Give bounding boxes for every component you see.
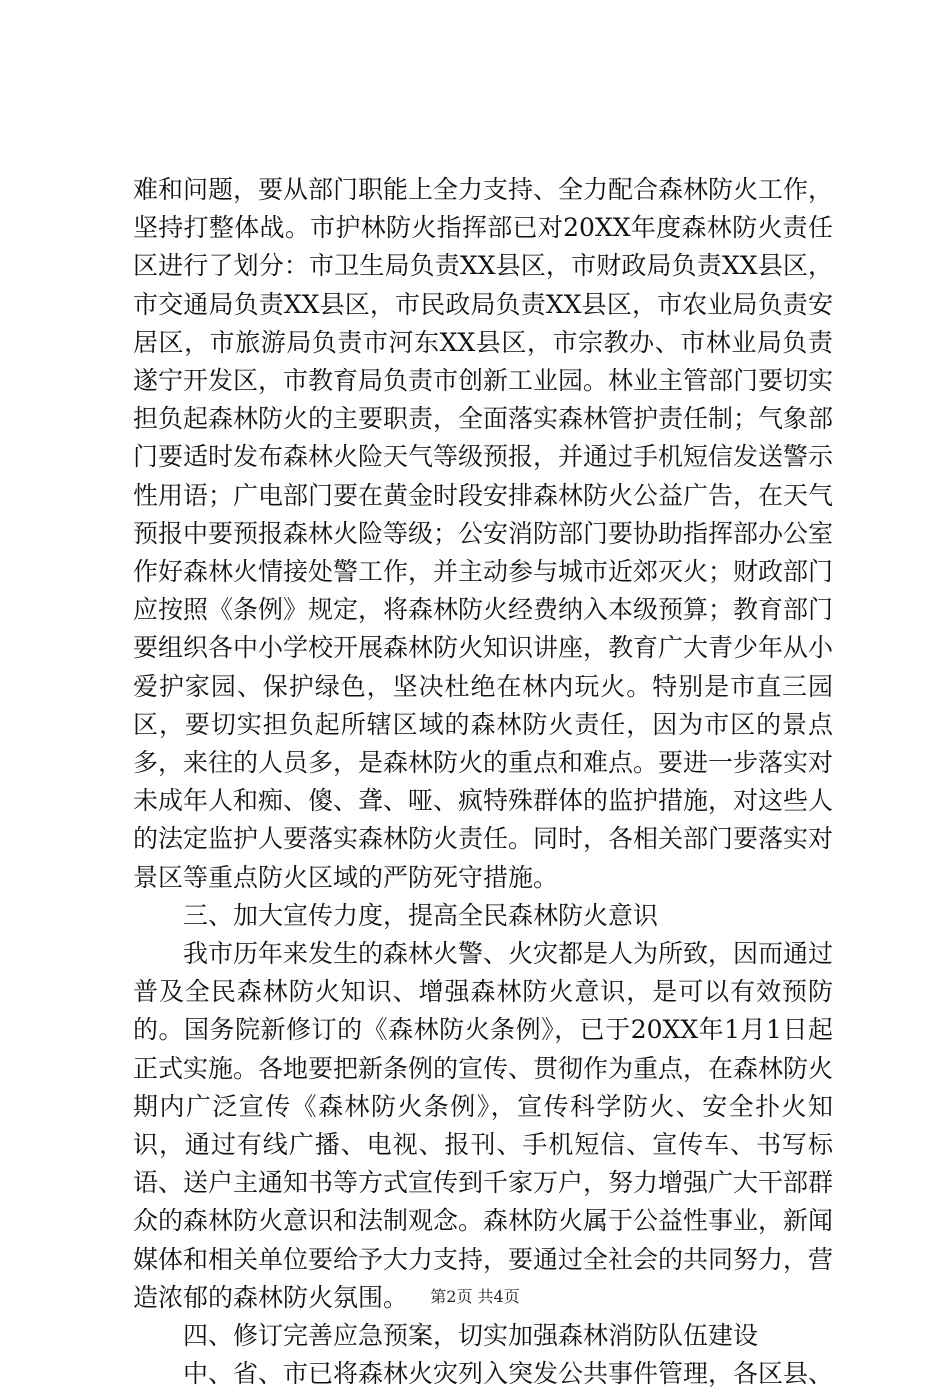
page-number-footer: 第2页 共4页 xyxy=(430,1287,520,1306)
heading-section-four: 四、修订完善应急预案，切实加强森林消防队伍建设 xyxy=(183,1321,759,1351)
paragraph-responsibility-zones: 难和问题，要从部门职能上全力支持、全力配合森林防火工作，坚持打整体战。市护林防火指挥部已对20XX年度森林防火责任区进行了划分：市卫生局负责XX县区，市财政局负责XX县区，市交通局负责XX县区，市民政局负责XX县区，市农业局负责安居区，市旅游局负责市河东XX县区，市宗教办、市林业局负责遂宁开发区，市教育局负责市创新工业园。林业主管部门要切实担负起森林防火的主要职责，全面落实森林管护责任制；气象部门要适时发布森林火险天气等级预报，并通过手机短信发送警示性用语；广电部门要在黄金时段安排森林防火公益广告，在天气预报中要预报森林火险等级；公安消防部门要协助指挥部办公室作好森林火情接处警工作，并主动参与城市近郊灭火；财政部门应按照《条例》规定，将森林防火经费纳入本级预算；教育部门要组织各中小学校开展森林防火知识讲座，教育广大青少年从小爱护家园、保护绿色，坚决杜绝在林内玩火。特别是市直三园区，要切实担负起所辖区域的森林防火责任，因为市区的景点多，来往的人员多，是森林防火的重点和难点。要进一步落实对未成年人和痴、傻、聋、哑、疯特殊群体的监护措施，对这些人的法定监护人要落实森林防火责任。同时，各相关部门要落实对景区等重点防火区域的严防死守措施。 xyxy=(133,175,834,892)
heading-section-three: 三、加大宣传力度，提高全民森林防火意识 xyxy=(183,900,659,930)
paragraph-emergency-plan: 中、省、市已将森林火灾列入突发公共事件管理，各区县、 xyxy=(183,1359,834,1389)
paragraph-publicity: 我市历年来发生的森林火警、火灾都是人为所致，因而通过普及全民森林防火知识、增强森林防火意识，是可以有效预防的。国务院新修订的《森林防火条例》，已于20XX年1月1日起正式实施。各地要把新条例的宣传、贯彻作为重点，在森林防火期内广泛宣传《森林防火条例》，宣传科学防火、安全扑火知识，通过有线广播、电视、报刊、手机短信、宣传车、书写标语、送户主通知书等方式宣传到千家万户，努力增强广大干部群众的森林防火意识和法制观念。森林防火属于公益性事业，新闻媒体和相关单位要给予大力支持，要通过全社会的共同努力，营造浓郁的森林防火氛围。 xyxy=(133,939,834,1312)
document-body xyxy=(133,171,833,1394)
